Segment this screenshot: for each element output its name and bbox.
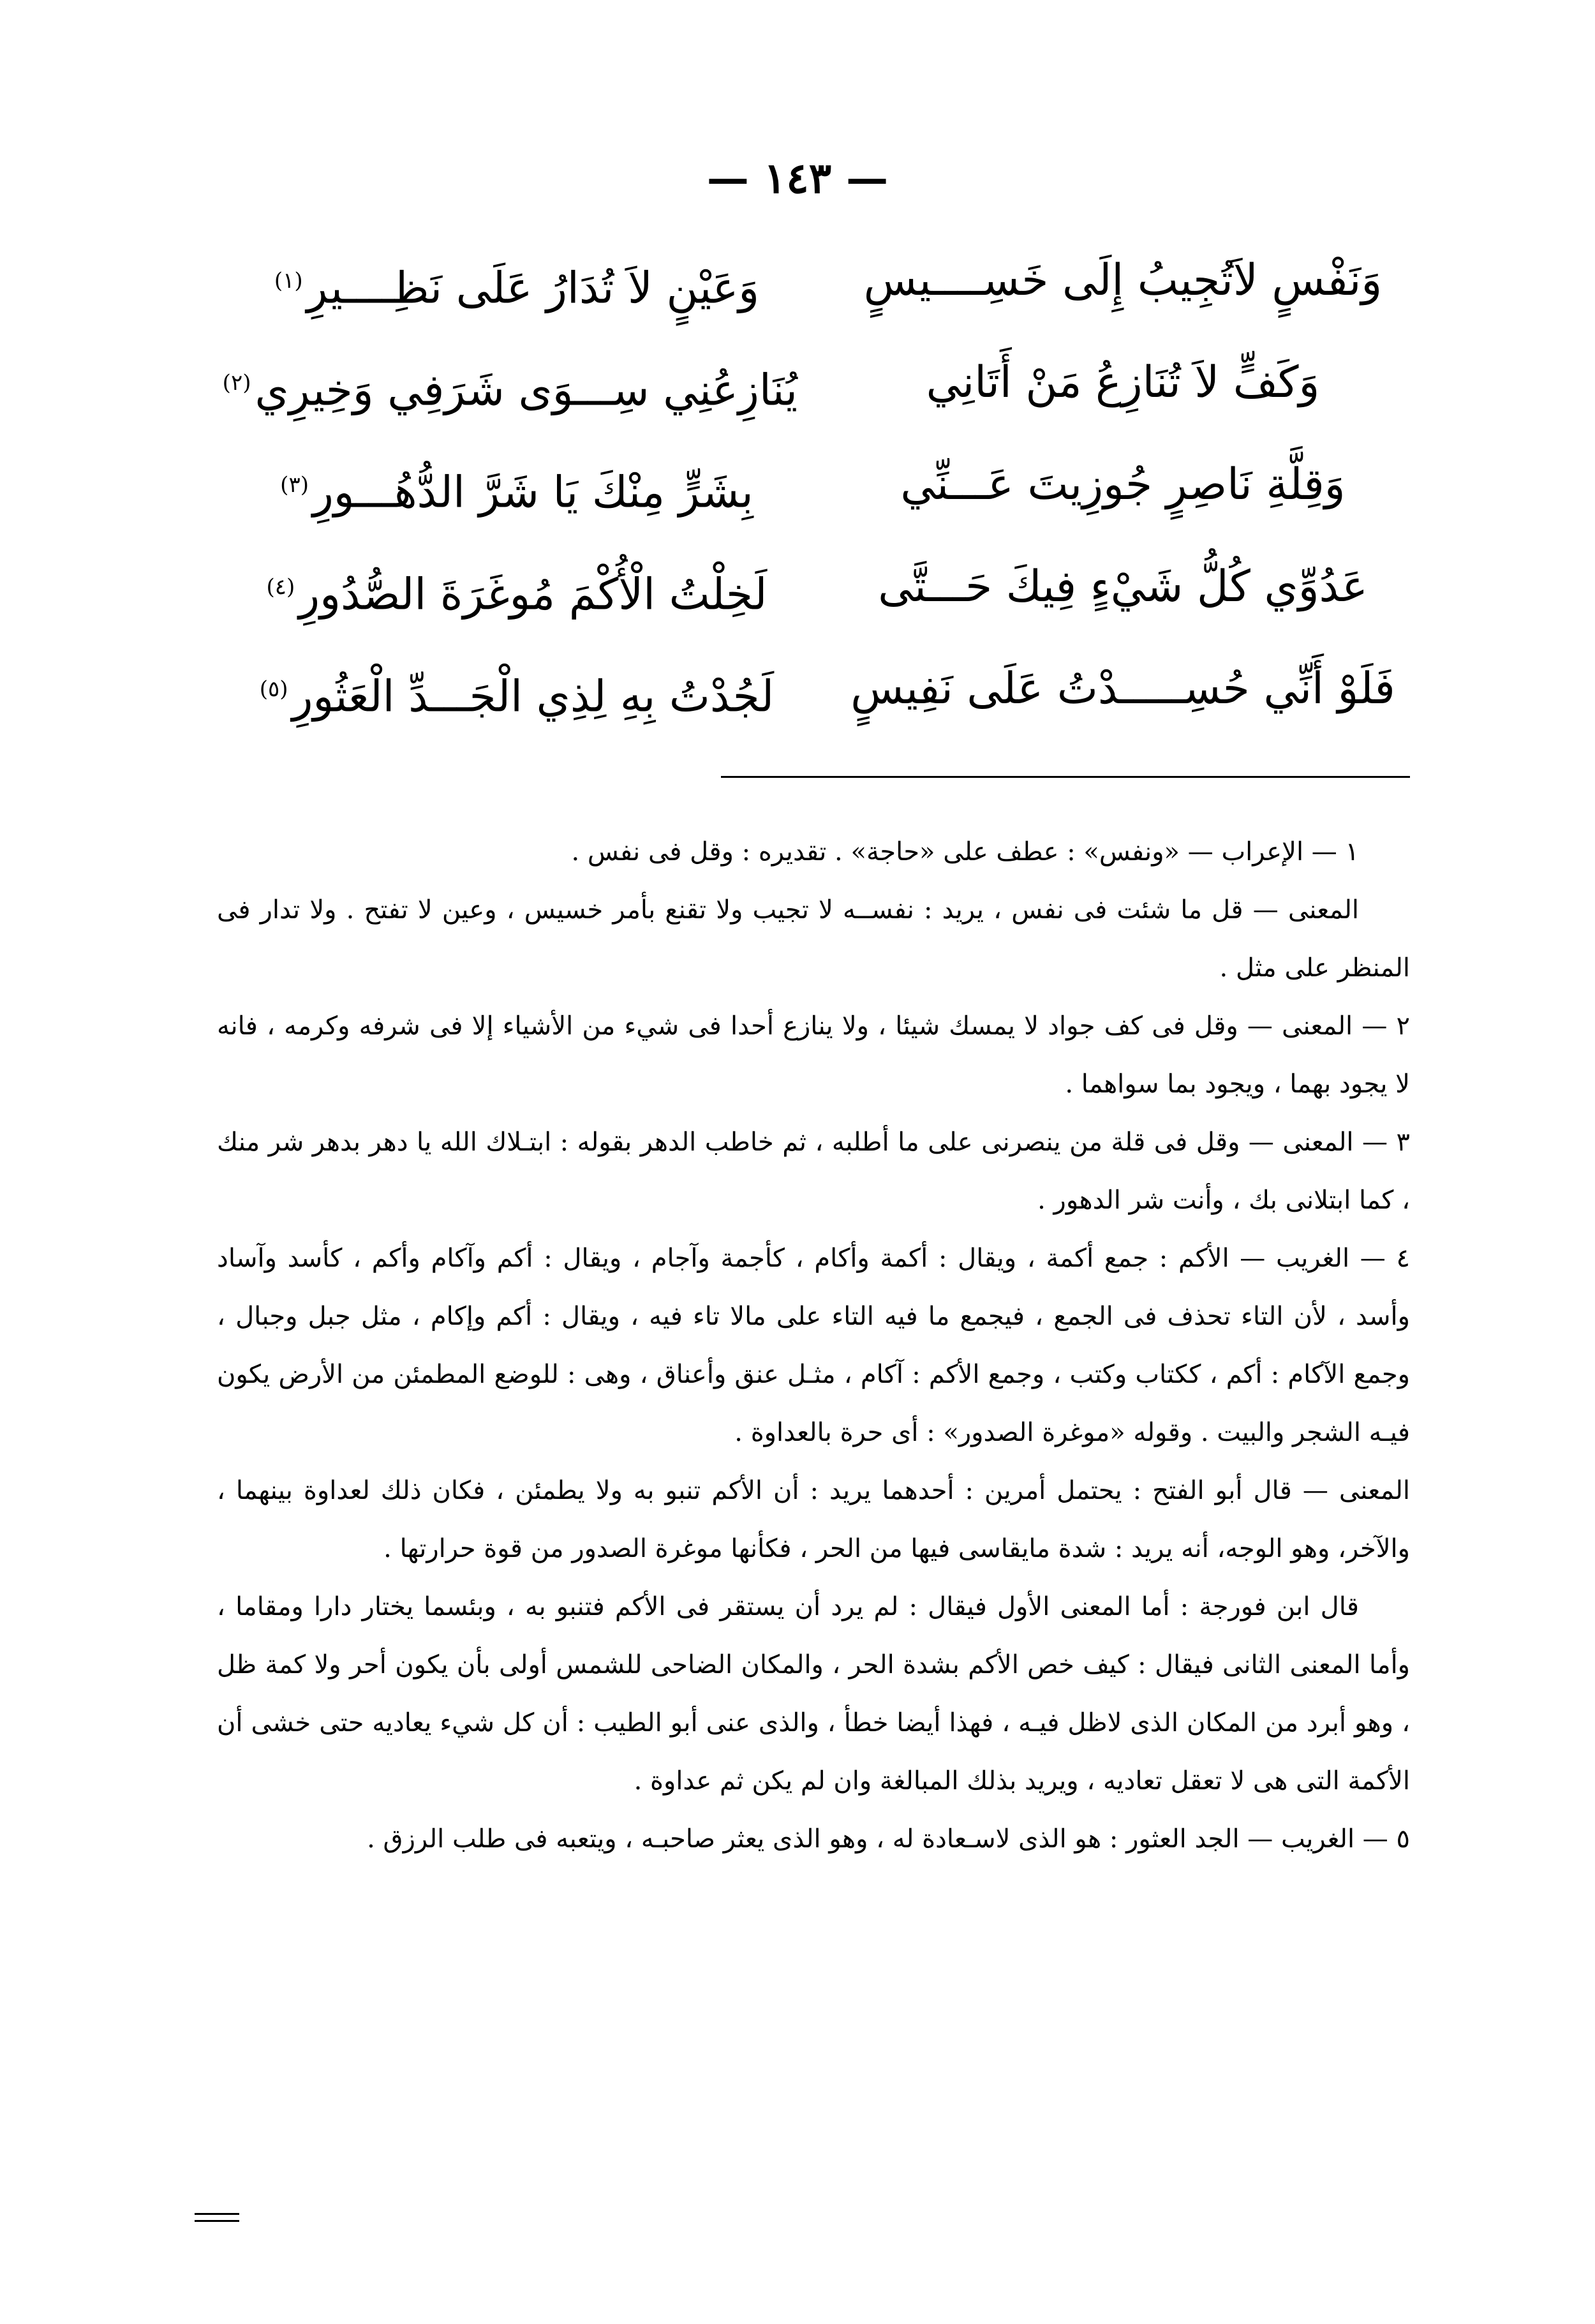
footnote-marker: (٣) (280, 472, 309, 498)
footnote-paragraph: ٥ — الغريب — الجد العثور : هو الذى لاسـعادة له ، وهو الذى يعثر صاحبـه ، ويتعبه فى طلب الرزق . (367, 1824, 1410, 1854)
verse-text: بِشَرٍّ مِنْكَ يَا شَرَّ الدُّهُـــورِ (312, 467, 753, 518)
verse-2 (217, 345, 1410, 421)
footnote-paragraph: ١ — الإعراب — «ونفس» : عطف على «حاجة» . تقديره : وقل فى نفس . (571, 837, 1359, 867)
footnotes (217, 823, 1410, 1868)
verse-text: لَخِلْتُ الْأُكْمَ مُوغَرَةَ الصُّدُورِ (299, 569, 768, 620)
verse-second-hemistich (236, 549, 798, 634)
footnote-marker: (١) (274, 268, 303, 294)
footnote-paragraph: المعنى — قال أبو الفتح : يحتمل أمرين : أحدهما يريد : أن الأكم تنبو به ولا يطمئن ، فكان ذلك لعداوة بينهما ، والآخر، وهو الوجه، أنه يريد : شدة مايقاسى فيها من الحر ، فكأنها موغرة الصدور من قوة حرارتها . (217, 1476, 1410, 1563)
separator-rule (721, 776, 1410, 778)
footnote-paragraph: ٤ — الغريب — الأكم : جمع أكمة ، ويقال : أكمة وأكام ، كأجمة وآجام ، ويقال : أكم وآكام وأكم ، كأسد وآساد وأسد ، لأن التاء تحذف فى الجمع ، فيجمع ما فيه التاء على مالا تاء فيه ، ويقال : أكم وإكام ، مثل جبل وجبال ، وجمع الآكام : أكم ، ككتاب وكتب ، وجمع الأكم : آكام ، مثـل عنق وأعناق ، وهى : للوضع المطمئن من الأرض يكون فيـه الشجر والبيت . وقوله «موغرة الصدور» : أى حرة بالعداوة . (217, 1244, 1410, 1447)
verse-second-hemistich (236, 651, 798, 736)
verse-3 (217, 447, 1410, 523)
verse-first-hemistich: فَلَوْ أَنِّي حُسِـــــدْتُ عَلَى نَفِيسٍ (850, 664, 1395, 714)
verse-second-hemistich (236, 447, 798, 532)
footnote-marker: (٤) (266, 574, 295, 600)
verse-second-hemistich (236, 242, 798, 327)
verse-1 (217, 242, 1410, 319)
page-number: — ١٤٣ — (706, 153, 889, 203)
verse-text: وَعَيْنٍ لاَ تُدَارُ عَلَى نَظِــــيرِ (306, 263, 760, 314)
verse-text: لَجُدْتُ بِهِ لِذِي الْجَـــدِّ الْعَثُورِ (292, 671, 775, 722)
verse-first-hemistich: وَقِلَّةِ نَاصِرٍ جُوزِيتَ عَـــنِّي (900, 459, 1346, 510)
verse-4 (217, 549, 1410, 625)
verse-first-hemistich: وَكَفٍّ لاَ تُنَازِعُ مَنْ أَتَانِي (926, 357, 1320, 408)
end-mark (195, 2213, 239, 2222)
footnote-paragraph: قال ابن فورجة : أما المعنى الأول فيقال : لم يرد أن يستقر فى الأكم فتنبو به ، وبئسما يختار دارا ومقاما ، وأما المعنى الثانى فيقال : كيف خص الأكم بشدة الحر ، والمكان الضاحى للشمس أولى بأن يكون أحر ولا كمة ظل ، وهو أبرد من المكان الذى لاظل فيـه ، فهذا أيضا خطأ ، والذى عنى أبو الطيب : أن كل شيء يعاديه حتى خشى أن الأكمة التى هى لا تعقل تعاديه ، ويريد بذلك المبالغة وان لم يكن ثم عداوة . (217, 1592, 1410, 1796)
verse-first-hemistich: وَنَفْسٍ لاَتُجِيبُ إِلَى خَسِــــيسٍ (863, 255, 1383, 306)
footnote-paragraph: المعنى — قل ما شئت فى نفس ، يريد : نفســه لا تجيب ولا تقنع بأمر خسيس ، وعين لا تفتح . ولا تدار فى المنظر على مثل . (217, 895, 1410, 983)
verse-text: يُنَازِعُنِي سِـــوَى شَرَفِي وَخِيرِي (255, 365, 798, 416)
verse-5 (217, 651, 1410, 727)
verse-second-hemistich (222, 345, 798, 429)
verse-first-hemistich: عَدُوِّي كُلُّ شَيْءٍ فِيكَ حَـــتَّى (878, 562, 1368, 612)
footnote-marker: (٥) (259, 676, 288, 702)
footnote-paragraph: ٣ — المعنى — وقل فى قلة من ينصرنى على ما أطلبه ، ثم خاطب الدهر بقوله : ابتـلاك الله يا دهر بدهر شر منك ، كما ابتلانى بك ، وأنت شر الدهور . (217, 1128, 1410, 1215)
footnote-paragraph: ٢ — المعنى — وقل فى كف جواد لا يمسك شيئا ، ولا ينازع أحدا فى شيء من الأشياء إلا فى شرفه وكرمه ، فانه لا يجود بهما ، ويجود بما سواهما . (217, 1011, 1410, 1099)
footnote-marker: (٢) (222, 370, 251, 396)
